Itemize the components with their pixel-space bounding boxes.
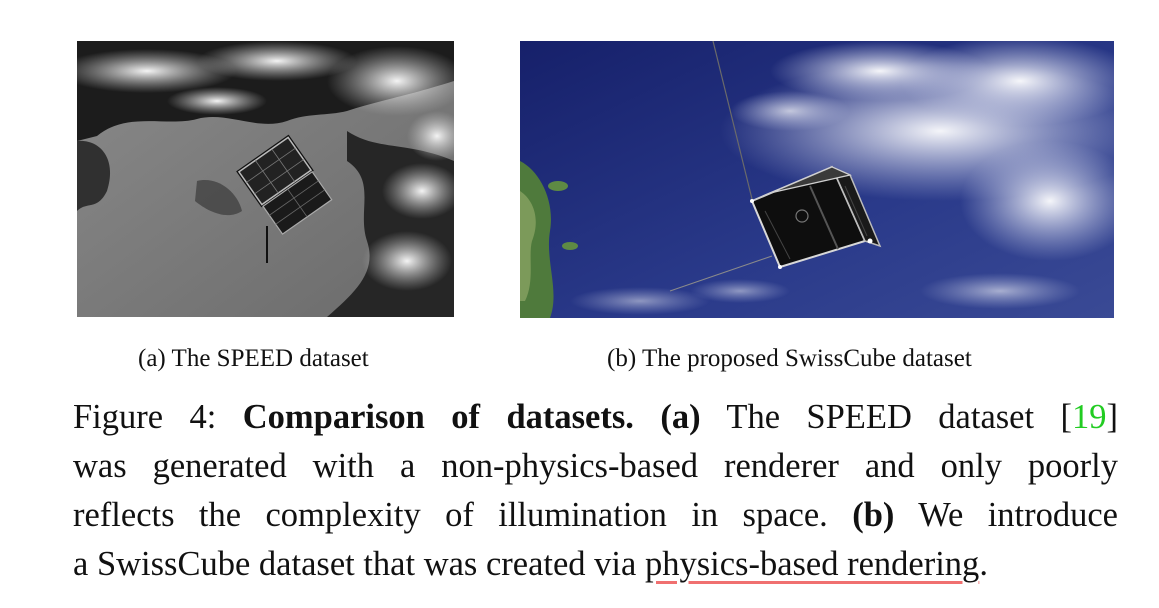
citation-close: ] xyxy=(1106,398,1118,436)
caption-line-1 xyxy=(73,393,1118,442)
underlined-phrase: physics-based rendering xyxy=(644,545,980,583)
line-4-start: a SwissCube dataset that was created via xyxy=(73,545,637,583)
subcaption-a: (a) The SPEED dataset xyxy=(138,345,369,372)
caption-title: Comparison of datasets. xyxy=(242,398,634,436)
speed-satellite-illustration xyxy=(77,41,454,317)
subcaption-b: (b) The proposed SwissCube dataset xyxy=(607,345,972,372)
line-4-end: . xyxy=(979,545,988,583)
line-3-tail: We introduce xyxy=(918,496,1118,534)
part-a-text: The SPEED dataset [ xyxy=(726,398,1072,436)
caption-line-4 xyxy=(73,540,1118,589)
line-3-text: reflects the complexity of illumination in space. xyxy=(73,496,828,534)
caption-line-2: was generated with a non-physics-based renderer and only poorly xyxy=(73,447,1118,485)
caption-line-3 xyxy=(73,491,1118,540)
figure-label: Figure 4: xyxy=(73,398,217,436)
swisscube-satellite-illustration xyxy=(520,41,1114,318)
part-a-marker: (a) xyxy=(660,398,701,436)
speed-dataset-image xyxy=(77,41,454,317)
citation-link[interactable]: 19 xyxy=(1072,398,1107,436)
swisscube-dataset-image xyxy=(520,41,1114,318)
part-b-marker: (b) xyxy=(852,496,895,534)
figure-caption xyxy=(73,393,1118,589)
